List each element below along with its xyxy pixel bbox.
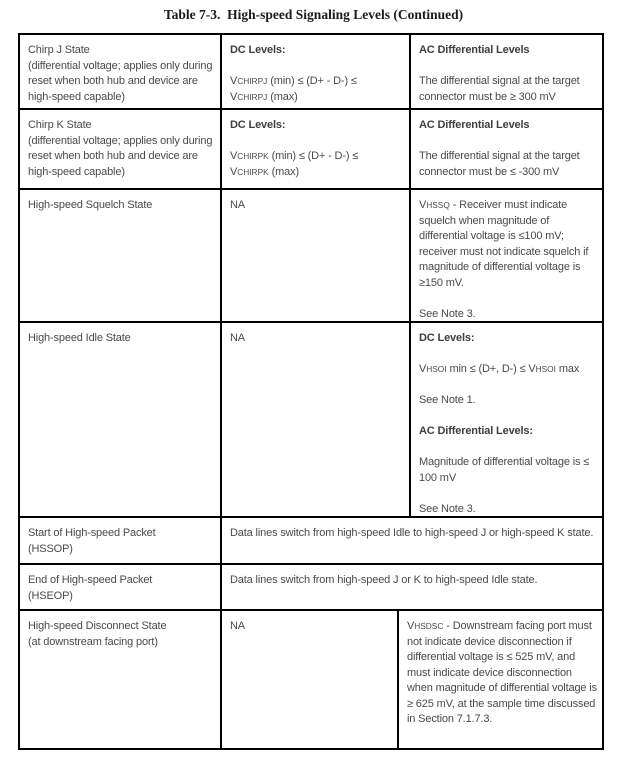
cell-ac-differential-levels: DC Levels: VHSOI min ≤ (D+, D-) ≤ VHSOI max See Note 1. AC Differential Levels: Magnitude of differential voltage is ≤ 100 mV See Note 3.	[419, 332, 590, 515]
table-row-end-of-high-speed-packet	[20, 565, 602, 611]
cell-ac-differential-levels: VHSDSC - Downstream facing port must not indicate device disconnection if differential voltage is ≤ 525 mV, and must indicate device disconnection when magnitude of differential voltage is ≥ 625 mV, at the sample time discussed in Section 7.1.7.3.	[407, 620, 597, 725]
cell-dc-levels: NA	[222, 190, 411, 321]
cell-state-name: Chirp K State (differential voltage; applies only during reset when both hub and device are high-speed capable)	[20, 110, 222, 188]
cell-description-merged: Data lines switch from high-speed Idle to high-speed J or high-speed K state.	[230, 527, 594, 539]
cell-dc-levels: DC Levels: VCHIRPK (min) ≤ (D+ - D-) ≤ VCHIRPK (max)	[222, 110, 411, 188]
cell-state-name: Start of High-speed Packet (HSSOP)	[20, 518, 222, 563]
table-row-chirp-k-state	[20, 110, 602, 190]
cell-dc-levels: DC Levels: VCHIRPJ (min) ≤ (D+ - D-) ≤ VCHIRPJ (max)	[222, 35, 411, 108]
table-row-high-speed-idle-state	[20, 323, 602, 518]
table-row-high-speed-squelch-state	[20, 190, 602, 323]
cell-ac-differential-levels: AC Differential Levels The differential signal at the target connector must be ≤ -300 mV	[419, 119, 580, 178]
table-title: Table 7-3. High-speed Signaling Levels (Continued)	[163, 7, 464, 22]
cell-dc-levels: NA	[222, 611, 399, 748]
cell-state-name: High-speed Squelch State	[20, 190, 222, 321]
cell-ac-differential-levels: VHSSQ - Receiver must indicate squelch when magnitude of differential voltage is ≤100 mV; receiver must not indicate squelch if magnitude of differential voltage is ≥150 mV. See Note 3.	[419, 199, 589, 320]
cell-ac-differential-levels: AC Differential Levels The differential signal at the target connector must be ≥ 300 mV	[419, 44, 580, 103]
cell-state-name: Chirp J State (differential voltage; applies only during reset when both hub and device are high-speed capable)	[20, 35, 222, 108]
cell-state-name: End of High-speed Packet (HSEOP)	[20, 565, 222, 609]
cell-description-merged: Data lines switch from high-speed J or K to high-speed Idle state.	[230, 574, 538, 586]
cell-state-name: High-speed Disconnect State (at downstream facing port)	[20, 611, 222, 748]
cell-state-name: High-speed Idle State	[20, 323, 222, 516]
high-speed-signaling-levels-table	[18, 33, 604, 750]
table-row-start-of-high-speed-packet	[20, 518, 602, 565]
table-row-high-speed-disconnect-state	[20, 611, 602, 748]
table-row-chirp-j-state	[20, 35, 602, 110]
cell-dc-levels: NA	[222, 323, 411, 516]
